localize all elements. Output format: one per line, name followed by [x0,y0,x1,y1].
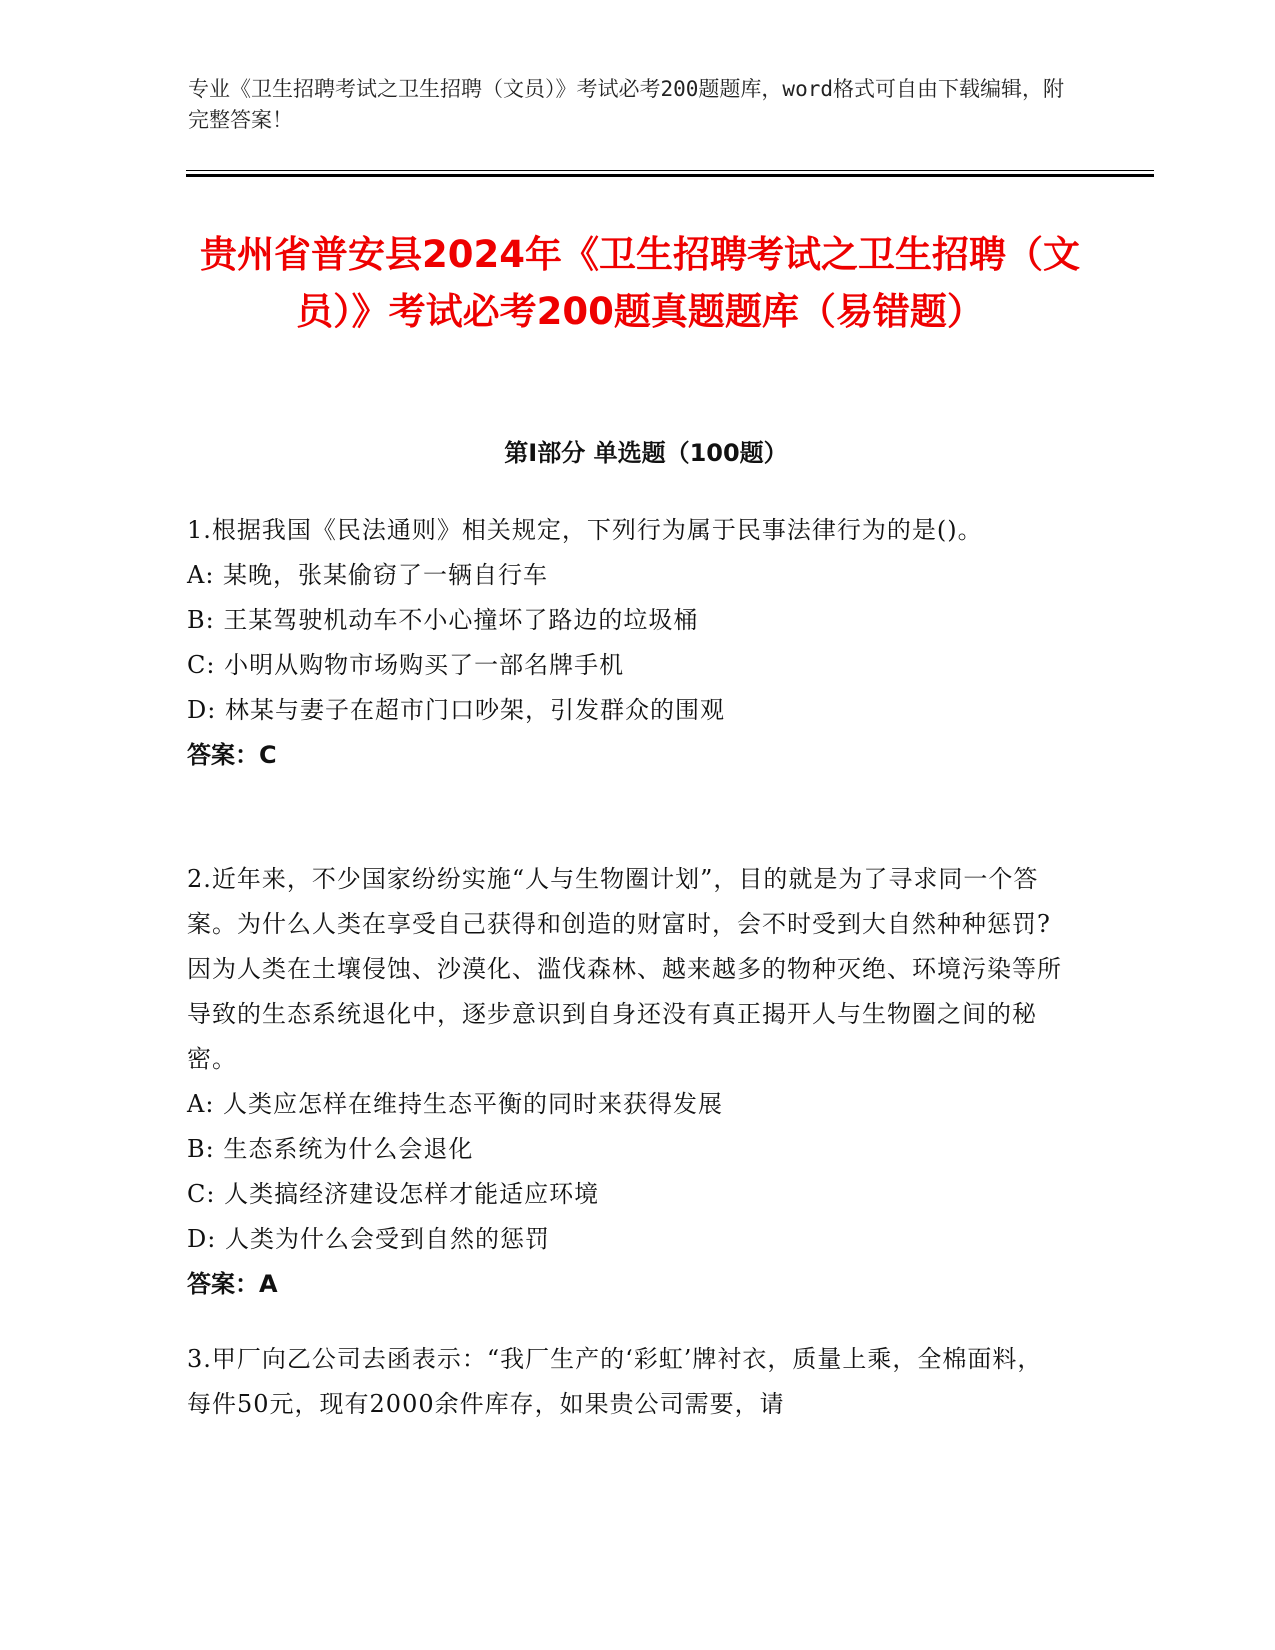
question-3 [187,1337,1067,1427]
option-c: C: 人类搞经济建设怎样才能适应环境 [187,1180,600,1208]
option-a: A: 人类应怎样在维持生态平衡的同时来获得发展 [187,1090,724,1118]
document-title: 贵州省普安县2024年《卫生招聘考试之卫生招聘（文员）》考试必考200题真题题库（易错题） [200,233,1080,333]
answer: 答案：A [187,1270,278,1298]
option-d: D: 林某与妻子在超市门口吵架，引发群众的围观 [187,696,725,724]
question-stem: 1.根据我国《民法通则》相关规定，下列行为属于民事法律行为的是()。 [187,516,983,544]
answer: 答案：C [187,741,277,769]
option-a: A: 某晚，张某偷窃了一辆自行车 [187,561,549,589]
question-1 [187,508,1067,778]
option-c: C: 小明从购物市场购买了一部名牌手机 [187,651,625,679]
question-2 [187,857,1067,1307]
header-note: 专业《卫生招聘考试之卫生招聘（文员）》考试必考200题题库，word格式可自由下载编辑，附完整答案！ [188,77,1064,132]
option-d: D: 人类为什么会受到自然的惩罚 [187,1225,550,1253]
question-stem: 3.甲厂向乙公司去函表示：“我厂生产的‘彩虹’牌衬衣，质量上乘，全棉面料，每件50元，现有2000余件库存，如果贵公司需要，请 [187,1345,1043,1418]
section-title: 第I部分 单选题（100题） [504,439,788,467]
question-stem: 2.近年来，不少国家纷纷实施“人与生物圈计划”，目的就是为了寻求同一个答案。为什么人类在享受自己获得和创造的财富时，会不时受到大自然种种惩罚?因为人类在土壤侵蚀、沙漠化、滥伐森林、越来越多的物种灭绝、环境污染等所导致的生态系统退化中，逐步意识到自身还没有真正揭开人与生物圈之间的秘密。 [187,865,1062,1073]
header-divider-thin [186,170,1154,171]
option-b: B: 王某驾驶机动车不小心撞坏了路边的垃圾桶 [187,606,699,634]
header-divider-thick [186,174,1154,177]
option-b: B: 生态系统为什么会退化 [187,1135,474,1163]
